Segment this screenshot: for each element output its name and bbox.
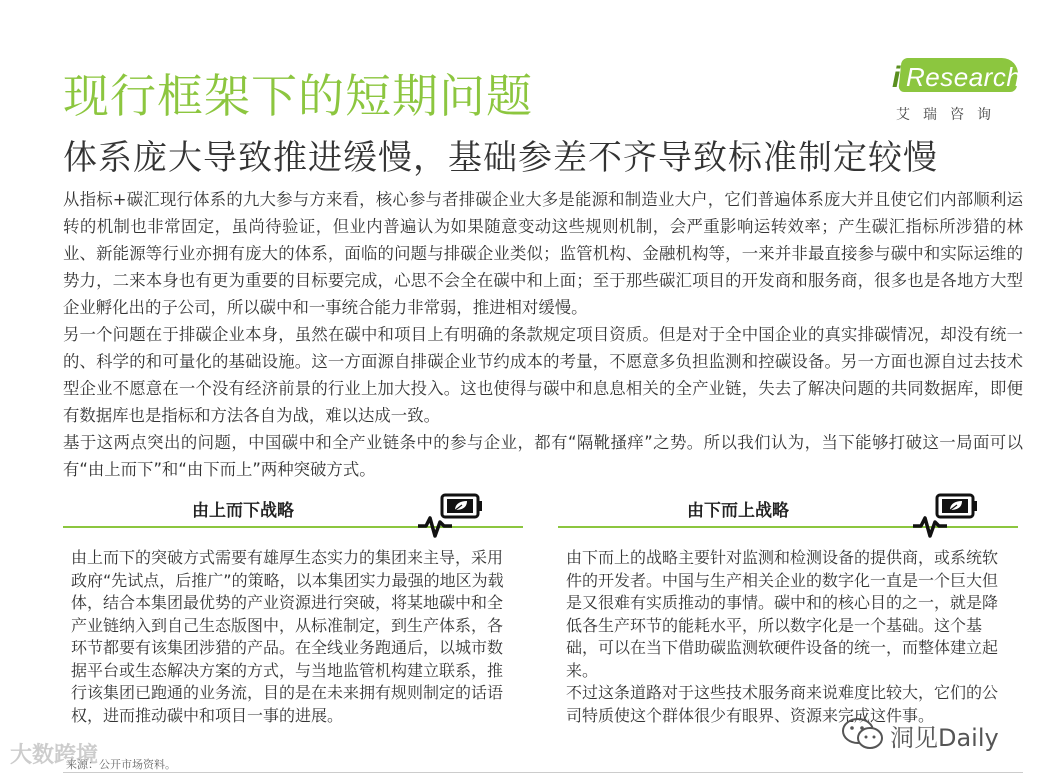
wechat-icon [840, 716, 886, 752]
bottom-up-strategy-section [558, 492, 1018, 732]
watermark-left: 大数跨境 [10, 743, 99, 768]
battery-leaf-icon [913, 492, 983, 542]
page-title: 现行框架下的短期问题 [63, 69, 533, 123]
heartbeat-icon [913, 518, 947, 536]
intro-paragraph: 从指标+碳汇现行体系的九大参与方来看，核心参与者排碳企业大多是能源和制造业大户，它们普遍体系庞大并且使它们内部顺利运转的机制也非常固定，虽尚待验证，但业内普遍认为如果随意变动这些规则机制，会严重影响运转效率；产生碳汇指标所涉猎的林业、新能源等行业亦拥有庞大的体系，面临的问题与排碳企业类似；监管机构、金融机构等，一来并非最直接参与碳中和实际运维的势力，二来本身也有更为重要的目标要完成，心思不会全在碳中和上面；至于那些碳汇项目的开发商和服务商，很多也是各地方大型企业孵化出的子公司，所以碳中和一事统合能力非常弱，推进相对缓慢。 [63, 190, 1023, 317]
intro-paragraph: 基于这两点突出的问题，中国碳中和全产业链条中的参与企业，都有“隔靴搔痒”之势。所以我们认为，当下能够打破这一局面可以有“由上而下”和“由下而上”两种突破方式。 [63, 433, 1023, 479]
watermark-right-text: 洞见Daily [890, 724, 999, 752]
source-note: 来源：公开市场资料。 [66, 758, 176, 771]
intro-body [63, 186, 1023, 483]
top-down-heading: 由上而下战略 [192, 501, 294, 521]
watermark-right [836, 714, 1016, 754]
heartbeat-icon [418, 518, 452, 536]
top-down-paragraph: 由上而下的突破方式需要有雄厚生态实力的集团来主导，采用政府“先试点，后推广”的策略，以本集团实力最强的地区为载体，结合本集团最优势的产业资源进行突破，将某地碳中和全产业链纳入到自己生态版图中，从标准制定，到生产体系，各环节都要有该集团涉猎的产品。在全线业务跑通后，以城市数据平台或生态解决方案的方式，与当地监管机构建立联系，推行该集团已跑通的业务流，目的是在未来拥有规则制定的话语权，进而推动碳中和项目一事的进展。 [71, 548, 504, 725]
top-down-strategy-section [63, 492, 523, 732]
page-subtitle: 体系庞大导致推进缓慢，基础参差不齐导致标准制定较慢 [63, 138, 938, 178]
footer-divider [63, 772, 1023, 773]
bottom-up-paragraph: 由下而上的战略主要针对监测和检测设备的提供商，或系统软件的开发者。中国与生产相关企业的数字化一直是一个巨大但是又很难有实质推动的事情。碳中和的核心目的之一，就是降低各生产环节的能耗水平，所以数字化是一个基础。这个基础，可以在当下借助碳监测软硬件设备的统一，而整体建立起来。 [566, 548, 999, 680]
logo-i-mark: i [892, 61, 901, 94]
logo-text: Research [906, 62, 1022, 92]
intro-paragraph: 另一个问题在于排碳企业本身，虽然在碳中和项目上有明确的条款规定项目资质。但是对于全中国企业的真实排碳情况，却没有统一的、科学的和可量化的基础设施。这一方面源自排碳企业节约成本的考量，不愿意多负担监测和控碳设备。另一方面也源自过去技术型企业不愿意在一个没有经济前景的行业上加大投入。这也使得与碳中和息息相关的全产业链，失去了解决问题的共同数据库，即便有数据库也是指标和方法各自为战，难以达成一致。 [63, 325, 1023, 425]
top-down-body [71, 547, 517, 727]
bottom-up-heading: 由下而上战略 [687, 501, 789, 521]
bottom-up-paragraph: 不过这条道路对于这些技术服务商来说难度比较大，它们的公司特质使这个群体很少有眼界、资源来完成这件事。 [566, 683, 999, 725]
logo-subtext: 艾瑞咨询 [896, 107, 1004, 123]
battery-leaf-icon [418, 492, 488, 542]
iresearch-logo [892, 58, 1032, 128]
bottom-up-body [566, 547, 1012, 727]
